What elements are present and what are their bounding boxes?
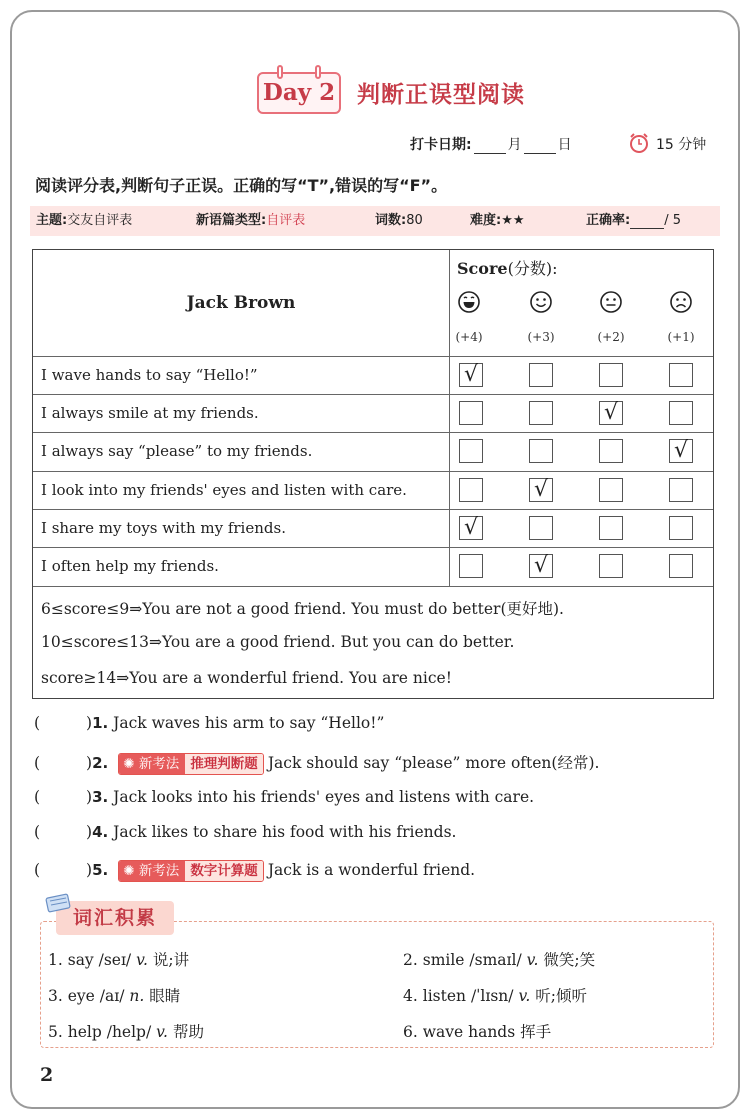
lightbulb-icon: ✺ [123, 863, 139, 879]
vocab-item: 1. say /seɪ/ v. 说;讲 [48, 951, 190, 969]
score-checkbox[interactable] [459, 478, 483, 502]
score-checkbox[interactable] [599, 478, 623, 502]
duration-label: 15 分钟 [656, 137, 707, 153]
day-label: Day 2 [262, 79, 336, 106]
answer-blank[interactable]: ( [34, 861, 41, 879]
points-label: (+3) [527, 330, 555, 344]
question-text: Jack waves his arm to say “Hello!” [113, 714, 385, 732]
table-divider [33, 356, 713, 357]
score-label: Score(分数): [457, 259, 558, 278]
question-2: ( )2. ✺ 新考法 推理判断题 Jack should say “please” more often(经常). [34, 751, 599, 775]
topic: 主题:交友自评表 [36, 213, 133, 228]
alarm-clock-icon [628, 132, 650, 154]
day-label-cn: 日 [557, 137, 572, 153]
score-checkbox[interactable] [599, 554, 623, 578]
binder-ring-icon [315, 65, 321, 79]
score-checkbox[interactable] [669, 554, 693, 578]
question-text: Jack should say “please” more often(经常). [267, 754, 600, 772]
score-checkbox[interactable]: √ [669, 439, 693, 463]
row-text: I look into my friends' eyes and listen with care. [41, 481, 407, 499]
info-bar [30, 206, 720, 236]
question-type-tag: ✺ 新考法 推理判断题 [118, 753, 264, 775]
table-divider [33, 586, 713, 587]
score-checkbox[interactable] [669, 401, 693, 425]
score-checkbox[interactable]: √ [599, 401, 623, 425]
score-checkbox[interactable] [669, 478, 693, 502]
score-rule: 10≤score≤13⇒You are a good friend. But you can do better. [41, 633, 515, 651]
binder-ring-icon [277, 65, 283, 79]
day-badge [257, 72, 341, 114]
score-checkbox[interactable] [529, 401, 553, 425]
row-text: I share my toys with my friends. [41, 519, 286, 537]
vocab-item: 2. smile /smaɪl/ v. 微笑;笑 [403, 951, 596, 969]
score-checkbox[interactable] [599, 363, 623, 387]
month-label: 月 [507, 137, 522, 153]
day-blank[interactable] [524, 140, 556, 154]
score-checkbox[interactable] [669, 516, 693, 540]
month-blank[interactable] [474, 140, 506, 154]
row-text: I always smile at my friends. [41, 404, 259, 422]
student-name: Jack Brown [186, 293, 296, 313]
question-1: ( )1. Jack waves his arm to say “Hello!” [34, 714, 385, 732]
accuracy-blank[interactable] [630, 213, 664, 229]
vocab-item: 4. listen /ˈlɪsn/ v. 听;倾听 [403, 987, 587, 1005]
question-text: Jack likes to share his food with his friends. [113, 823, 457, 841]
answer-blank[interactable]: ( [34, 788, 41, 806]
answer-blank[interactable]: ( [34, 823, 41, 841]
score-checkbox[interactable] [459, 554, 483, 578]
row-text: I always say “please” to my friends. [41, 442, 313, 460]
page-title: 判断正误型阅读 [357, 82, 525, 108]
question-text: Jack looks into his friends' eyes and listens with care. [113, 788, 535, 806]
table-divider [33, 547, 713, 548]
score-checkbox[interactable] [529, 439, 553, 463]
page-number: 2 [40, 1064, 54, 1086]
score-rule: score≥14⇒You are a wonderful friend. You are nice! [41, 669, 452, 687]
smiling-face-icon [529, 290, 553, 314]
question-5: ( )5. ✺ 新考法 数字计算题 Jack is a wonderful friend. [34, 860, 475, 882]
instruction: 阅读评分表,判断句子正误。正确的写“T”,错误的写“F”。 [35, 176, 448, 195]
question-type-tag: ✺ 新考法 数字计算题 [118, 860, 264, 882]
score-checkbox[interactable] [459, 401, 483, 425]
checkin-row [410, 134, 572, 154]
vocab-title: 词汇积累 [56, 901, 174, 935]
sad-face-icon [669, 290, 693, 314]
score-checkbox[interactable] [459, 439, 483, 463]
score-checkbox[interactable] [599, 439, 623, 463]
difficulty: 难度:★★ [470, 213, 525, 228]
question-4: ( )4. Jack likes to share his food with his friends. [34, 823, 457, 841]
score-checkbox[interactable] [529, 363, 553, 387]
score-checkbox[interactable]: √ [459, 516, 483, 540]
passage-type: 新语篇类型:自评表 [196, 213, 306, 228]
laughing-face-icon [457, 290, 481, 314]
accuracy: 正确率: / 5 [586, 213, 681, 228]
table-divider [33, 471, 713, 472]
score-checkbox[interactable]: √ [529, 478, 553, 502]
answer-blank[interactable]: ( [34, 754, 41, 772]
book-icon [44, 893, 74, 915]
row-text: I often help my friends. [41, 557, 219, 575]
vocab-item: 6. wave hands 挥手 [403, 1023, 552, 1041]
score-checkbox[interactable] [599, 516, 623, 540]
answer-blank[interactable]: ( [34, 714, 41, 732]
row-text: I wave hands to say “Hello!” [41, 366, 258, 384]
neutral-face-icon [599, 290, 623, 314]
score-checkbox[interactable]: √ [459, 363, 483, 387]
score-checkbox[interactable]: √ [529, 554, 553, 578]
question-text: Jack is a wonderful friend. [267, 861, 476, 879]
score-table [32, 249, 714, 699]
table-divider [33, 394, 713, 395]
score-rule: 6≤score≤9⇒You are not a good friend. You must do better(更好地). [41, 600, 564, 618]
checkin-label: 打卡日期: [410, 137, 472, 153]
table-divider [33, 509, 713, 510]
table-divider [449, 250, 450, 586]
vocab-item: 5. help /help/ v. 帮助 [48, 1023, 204, 1041]
points-label: (+4) [455, 330, 483, 344]
question-3: ( )3. Jack looks into his friends' eyes and listens with care. [34, 788, 535, 806]
lightbulb-icon: ✺ [123, 756, 139, 772]
vocab-item: 3. eye /aɪ/ n. 眼睛 [48, 987, 181, 1005]
word-count: 词数:80 [375, 213, 423, 228]
score-checkbox[interactable] [669, 363, 693, 387]
points-label: (+1) [667, 330, 695, 344]
score-checkbox[interactable] [529, 516, 553, 540]
table-divider [33, 432, 713, 433]
points-label: (+2) [597, 330, 625, 344]
